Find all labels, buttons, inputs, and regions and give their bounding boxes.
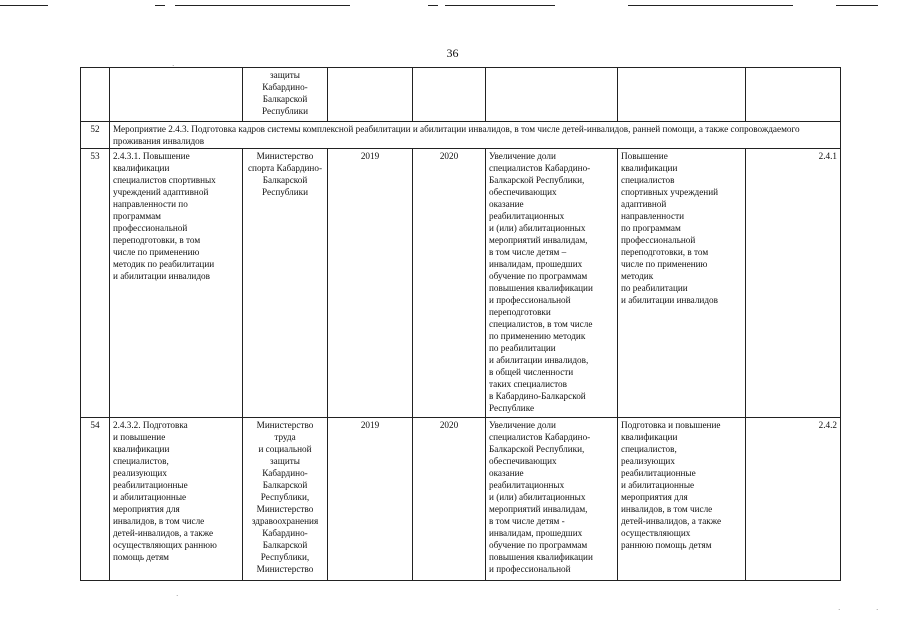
scan-speck: · — [176, 592, 179, 600]
text-line: Балкарской — [262, 175, 308, 185]
scan-line — [155, 5, 165, 6]
text-line: и повышение — [113, 432, 166, 442]
scan-line — [0, 5, 48, 6]
text-line: по реабилитации — [621, 283, 688, 293]
text-line: в Кабардино-Балкарской — [489, 391, 586, 401]
text-line: Балкарской — [262, 540, 308, 550]
text-line: мероприятия для — [621, 492, 688, 502]
text-line: обеспечивающих — [489, 456, 557, 466]
text-line: повышения квалификации — [489, 283, 593, 293]
text-line: инвалидам, прошедших — [489, 528, 583, 538]
cell-end: 2020 — [413, 418, 486, 581]
text-line: осуществляющих — [621, 528, 691, 538]
scan-line — [445, 5, 555, 6]
text-line: инвалидам, прошедших — [489, 259, 583, 269]
cell-code: 2.4.1 — [746, 149, 841, 418]
text-line: квалификации — [621, 163, 678, 173]
program-table — [80, 67, 841, 581]
text-line: таких специалистов — [489, 379, 567, 389]
text-line: квалификации — [113, 444, 170, 454]
text-line: и профессиональной — [489, 295, 571, 305]
scan-speck: · — [838, 606, 841, 614]
text-line: переподготовки, в том — [621, 247, 709, 257]
table-row-continued — [81, 68, 841, 122]
text-line: специалистов Кабардино- — [489, 432, 591, 442]
text-line: спортивных учреждений — [621, 187, 719, 197]
text-line: детей-инвалидов, а также — [621, 516, 722, 526]
text-line: специалистов, в том числе — [489, 319, 593, 329]
text-line: Балкарской Республики, — [489, 175, 585, 185]
cell-indicator — [486, 418, 618, 581]
text-line: повышения квалификации — [489, 552, 593, 562]
cell-code: 2.4.2 — [746, 418, 841, 581]
text-line: детей-инвалидов, а также — [113, 528, 214, 538]
text-line: и профессиональной — [489, 564, 571, 574]
text-line: учреждений адаптивной — [113, 187, 209, 197]
cell-executor — [243, 149, 328, 418]
text-line: квалификации — [621, 432, 678, 442]
cell-indicator — [486, 68, 618, 122]
text-line: числе по применению — [113, 247, 200, 257]
cell-end — [413, 68, 486, 122]
cell-result — [618, 149, 746, 418]
text-line: переподготовки, в том — [113, 235, 201, 245]
text-line: Министерство — [256, 504, 314, 514]
text-line: Повышение — [621, 151, 668, 161]
text-line: Балкарской Республики, — [489, 444, 585, 454]
text-line: и социальной — [258, 444, 312, 454]
text-line: инвалидов, в том числе — [621, 504, 713, 514]
text-line: мероприятий инвалидам, — [489, 504, 588, 514]
text-line: квалификации — [113, 163, 170, 173]
text-line: Балкарской — [262, 94, 308, 104]
text-line: обучение по программам — [489, 271, 588, 281]
text-line: профессиональной — [113, 223, 188, 233]
text-line: Кабардино- — [262, 528, 308, 538]
text-line: адаптивной — [621, 199, 667, 209]
text-line: и абилитации инвалидов, — [489, 355, 589, 365]
text-line: и абилитации инвалидов — [113, 271, 210, 281]
cell-indicator — [486, 149, 618, 418]
scan-line — [628, 5, 793, 6]
cell-result — [618, 68, 746, 122]
text-line: мероприятий инвалидам, — [489, 235, 588, 245]
text-line: по программам — [621, 223, 681, 233]
text-line: реабилитационные — [621, 468, 696, 478]
text-line: в общей численности — [489, 367, 574, 377]
cell-code — [746, 68, 841, 122]
table-row-54 — [81, 418, 841, 581]
text-line: здравоохранения — [251, 516, 319, 526]
cell-executor — [243, 418, 328, 581]
scan-line — [175, 5, 350, 6]
text-line: переподготовки — [489, 307, 551, 317]
text-line: Республики — [261, 106, 309, 116]
text-line: специалистов, — [113, 456, 169, 466]
text-line: Кабардино- — [262, 82, 308, 92]
cell-num — [81, 68, 110, 122]
table-row-52 — [81, 122, 841, 149]
text-line: в том числе детям – — [489, 247, 567, 257]
text-line: обеспечивающих — [489, 187, 557, 197]
text-line: направленности — [621, 211, 685, 221]
text-line: реабилитационных — [489, 211, 565, 221]
text-line: труда — [274, 432, 296, 442]
text-line: обучение по программам — [489, 540, 588, 550]
text-line: осуществляющих раннюю — [113, 540, 217, 550]
text-line: направленности по — [113, 199, 188, 209]
text-line: 2.4.3.2. Подготовка — [113, 420, 188, 430]
text-line: реализующих — [113, 468, 167, 478]
text-line: инвалидов, в том числе — [113, 516, 205, 526]
text-line: Увеличение доли — [489, 420, 556, 430]
text-line: 2.4.3.1. Повышение — [113, 151, 190, 161]
text-line: числе по применению — [621, 259, 708, 269]
text-line: по применению методик — [489, 331, 586, 341]
cell-start — [328, 68, 413, 122]
cell-start: 2019 — [328, 418, 413, 581]
text-line: и абилитации инвалидов — [621, 295, 718, 305]
text-line: спорта Кабардино- — [247, 163, 323, 173]
text-line: Министерство — [256, 151, 314, 161]
text-line: методик — [621, 271, 654, 281]
text-line: Республике — [489, 403, 535, 413]
text-line: реализующих — [621, 456, 675, 466]
page-number: 36 — [446, 46, 459, 60]
text-line: раннюю помощь детям — [621, 540, 712, 550]
text-line: Балкарской — [262, 480, 308, 490]
text-line: Увеличение доли — [489, 151, 556, 161]
text-line: Республики — [261, 187, 309, 197]
text-line: помощь детям — [113, 552, 169, 562]
text-line: защиты — [270, 456, 300, 466]
cell-executor — [243, 68, 328, 122]
text-line: в том числе детям - — [489, 516, 565, 526]
cell-name — [110, 418, 243, 581]
text-line: по реабилитации — [489, 343, 556, 353]
text-line: профессиональной — [621, 235, 696, 245]
text-line: реабилитационных — [489, 480, 565, 490]
text-line: защиты — [270, 70, 300, 80]
text-line: программам — [113, 211, 162, 221]
text-line: и абилитационные — [113, 492, 187, 502]
scan-speck: · — [876, 606, 879, 614]
scan-speck: · — [172, 62, 175, 70]
text-line: реабилитационные — [113, 480, 188, 490]
text-line: Республики, — [260, 552, 310, 562]
text-line: Министерство — [256, 420, 314, 430]
text-line: мероприятия для — [113, 504, 180, 514]
text-line: и (или) абилитационных — [489, 223, 586, 233]
measure-heading: Мероприятие 2.4.3. Подготовка кадров системы комплексной реабилитации и абилитации инвалидов, в том числе детей-инвалидов, ранней помощи, а также сопровождаемого проживания инвалидов — [110, 122, 841, 149]
cell-end: 2020 — [413, 149, 486, 418]
scan-line — [836, 5, 878, 6]
text-line: Республики, — [260, 492, 310, 502]
text-line: оказание — [489, 199, 524, 209]
cell-result — [618, 418, 746, 581]
scan-line — [428, 5, 438, 6]
text-line: Кабардино- — [262, 468, 308, 478]
cell-num: 54 — [81, 418, 110, 581]
text-line: специалистов спортивных — [113, 175, 216, 185]
cell-start: 2019 — [328, 149, 413, 418]
text-line: Министерство — [256, 564, 314, 574]
text-line: методик по реабилитации — [113, 259, 215, 269]
text-line: специалистов, — [621, 444, 677, 454]
text-line: специалистов Кабардино- — [489, 163, 591, 173]
cell-num: 53 — [81, 149, 110, 418]
cell-name — [110, 149, 243, 418]
table-row-53 — [81, 149, 841, 418]
cell-name — [110, 68, 243, 122]
text-line: и (или) абилитационных — [489, 492, 586, 502]
text-line: оказание — [489, 468, 524, 478]
text-line: Подготовка и повышение — [621, 420, 721, 430]
cell-num: 52 — [81, 122, 110, 149]
text-line: и абилитационные — [621, 480, 695, 490]
text-line: специалистов — [621, 175, 675, 185]
